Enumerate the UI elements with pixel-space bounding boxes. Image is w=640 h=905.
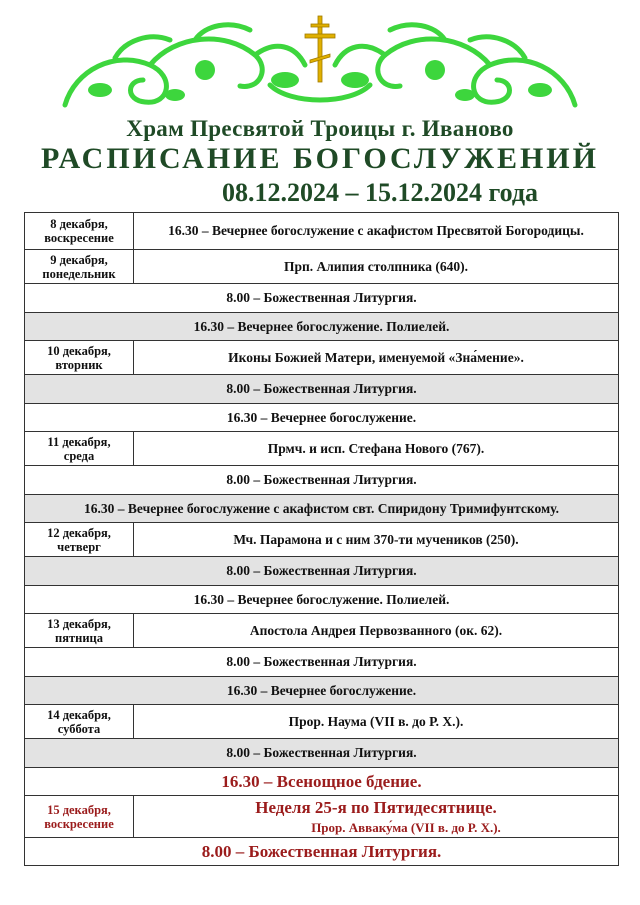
schedule-date: 12 декабря, четверг (25, 523, 134, 557)
schedule-service (25, 677, 619, 705)
schedule-row (25, 466, 619, 495)
schedule-date: 8 декабря, воскресение (25, 213, 134, 250)
schedule-row (25, 838, 619, 866)
schedule-service (25, 284, 619, 313)
schedule-service (134, 523, 619, 557)
schedule-row (25, 250, 619, 284)
schedule-row (25, 796, 619, 838)
schedule-service (134, 432, 619, 466)
schedule-row (25, 495, 619, 523)
date-range: 08.12.2024 – 15.12.2024 года (221, 178, 539, 207)
schedule-service (134, 796, 619, 838)
schedule-row (25, 677, 619, 705)
service-subtext: Прор. Авваку́ма (VII в. до Р. Х.). (311, 819, 501, 835)
schedule-service (25, 375, 619, 404)
service-text: 16.30 – Всенощное бдение. (221, 771, 422, 791)
schedule-row (25, 404, 619, 432)
service-text: Мч. Парамона и с ним 370-ти мучеников (250). (233, 531, 519, 547)
page-title: РАСПИСАНИЕ БОГОСЛУЖЕНИЙ (41, 142, 599, 175)
schedule-row (25, 739, 619, 768)
schedule-row (25, 375, 619, 404)
schedule-service (25, 586, 619, 614)
schedule-service (25, 838, 619, 866)
church-name: Храм Пресвятой Троицы г. Иваново (126, 116, 514, 141)
schedule-date: 14 декабря, суббота (25, 705, 134, 739)
service-text: 8.00 – Божественная Литургия. (201, 841, 442, 861)
schedule-date: 13 декабря, пятница (25, 614, 134, 648)
schedule-service (134, 614, 619, 648)
schedule-row (25, 341, 619, 375)
schedule-service (25, 466, 619, 495)
schedule-row (25, 648, 619, 677)
schedule-date: 15 декабря, воскресение (25, 796, 134, 838)
service-text: 8.00 – Божественная Литургия. (226, 290, 417, 305)
service-text: 8.00 – Божественная Литургия. (226, 745, 417, 760)
service-text: 16.30 – Вечернее богослужение. (226, 409, 417, 425)
service-text: 8.00 – Божественная Литургия. (226, 654, 417, 669)
service-text: Прмч. и исп. Стефана Нового (767). (267, 440, 485, 456)
schedule-service (25, 739, 619, 768)
service-text: Прп. Алипия столпника (640). (283, 258, 469, 274)
schedule-service (25, 557, 619, 586)
schedule-service (134, 213, 619, 250)
schedule-service (25, 648, 619, 677)
service-text: 8.00 – Божественная Литургия. (226, 472, 417, 487)
schedule-row (25, 284, 619, 313)
cross-icon (305, 16, 335, 82)
schedule-table (24, 212, 619, 866)
schedule-row (25, 586, 619, 614)
service-text: 16.30 – Вечернее богослужение с акафистом Пресвятой Богородицы. (168, 223, 584, 238)
service-text: Прор. Наума (VII в. до Р. Х.). (288, 713, 464, 729)
service-text: Иконы Божией Матери, именуемой «Зна́мение». (228, 349, 524, 365)
service-text: 8.00 – Божественная Литургия. (226, 563, 417, 578)
schedule-service (134, 250, 619, 284)
service-text: 8.00 – Божественная Литургия. (226, 381, 417, 396)
schedule-row (25, 313, 619, 341)
schedule-row (25, 213, 619, 250)
service-text: 16.30 – Вечернее богослужение. (226, 682, 417, 698)
schedule-row (25, 768, 619, 796)
floral-ornament-header (55, 10, 585, 115)
schedule-service (25, 768, 619, 796)
service-text: 16.30 – Вечернее богослужение с акафистом свт. Спиридону Тримифунтскому. (84, 500, 559, 516)
schedule-service (25, 495, 619, 523)
service-text: Неделя 25-я по Пятидесятнице. (255, 797, 497, 817)
schedule-service (25, 313, 619, 341)
schedule-row (25, 432, 619, 466)
service-text: 16.30 – Вечернее богослужение. Полиелей. (193, 318, 450, 334)
schedule-row (25, 705, 619, 739)
schedule-row (25, 614, 619, 648)
schedule-date: 10 декабря, вторник (25, 341, 134, 375)
schedule-date: 11 декабря, среда (25, 432, 134, 466)
service-text: 16.30 – Вечернее богослужение. Полиелей. (193, 591, 450, 607)
service-text: Апостола Андрея Первозванного (ок. 62). (249, 622, 503, 638)
schedule-date: 9 декабря, понедельник (25, 250, 134, 284)
schedule-service (134, 705, 619, 739)
schedule-service (25, 404, 619, 432)
schedule-row (25, 557, 619, 586)
schedule-row (25, 523, 619, 557)
schedule-service (134, 341, 619, 375)
